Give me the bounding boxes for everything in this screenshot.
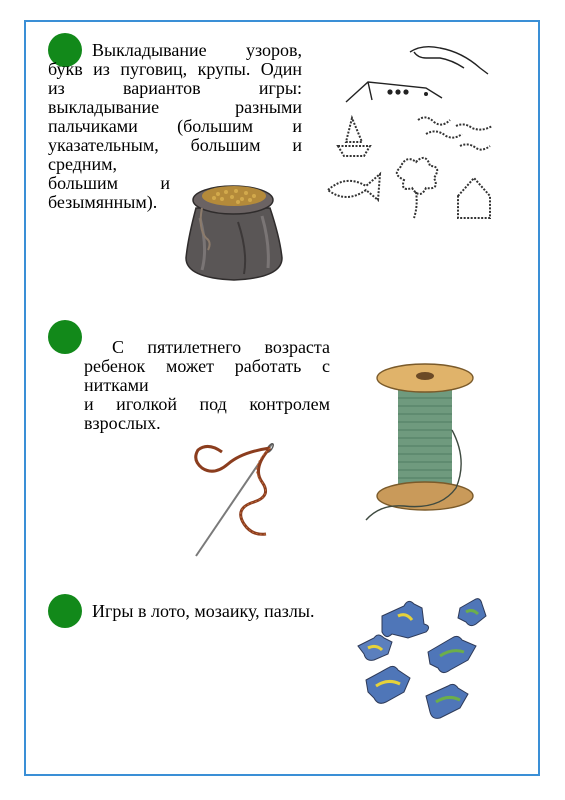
text-line: указательным, большим и [48, 135, 302, 155]
section-3-text [92, 602, 342, 621]
section-2-text [84, 338, 330, 357]
text-line: С пятилетнего возраста [112, 337, 330, 357]
text-line: ребенок может работать с нитками [84, 356, 330, 395]
green-bullet-icon [48, 594, 82, 628]
bead-patterns-image [322, 38, 500, 224]
text-line: средним, [48, 154, 118, 174]
text-line: безымянным). [48, 192, 158, 212]
needle-and-thread-image [188, 438, 288, 560]
puzzle-pieces-image [352, 594, 492, 726]
text-line: Выкладывание узоров, [92, 40, 302, 60]
text-line: большим и [48, 173, 170, 193]
green-bullet-icon [48, 320, 82, 354]
text-line: взрослых. [84, 413, 161, 433]
text-line: выкладывание разными [48, 97, 302, 117]
section-2-text-body [84, 357, 330, 433]
text-line: пальчиками (большим и [48, 116, 302, 136]
text-line: букв из пуговиц, крупы. Один [48, 59, 302, 79]
text-line: и иголкой под контролем [84, 394, 330, 414]
thread-spool-image [360, 360, 480, 530]
text-line: из вариантов игры: [48, 78, 302, 98]
bag-of-grain-image [178, 178, 290, 282]
text-line: Игры в лото, мозаику, пазлы. [92, 601, 315, 621]
